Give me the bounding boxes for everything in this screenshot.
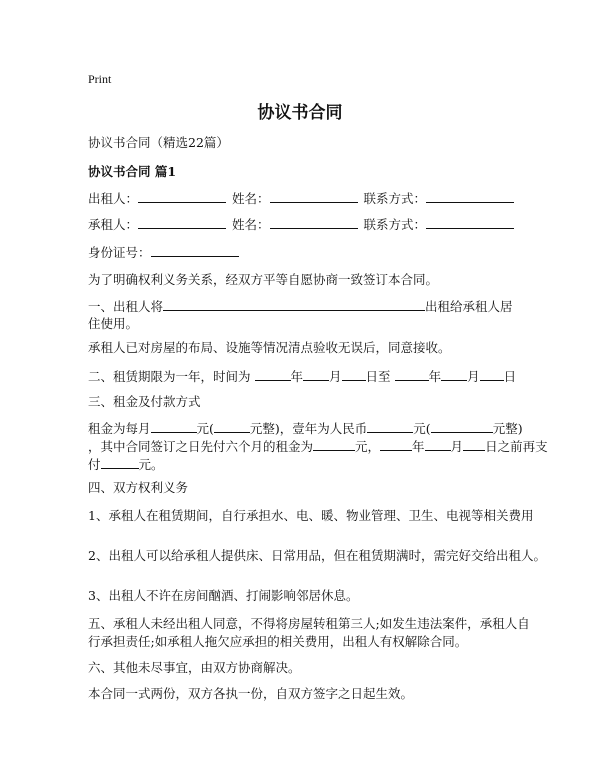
clause2-line [88,366,516,386]
rights-item-1: 1、承租人在租赁期间，自行承担水、电、暖、物业管理、卫生、电视等相关费用 [88,508,534,523]
rent-pay-yuan: 元。 [138,457,164,472]
lessee-contact-blank[interactable] [426,214,514,229]
print-label[interactable]: Print [88,72,112,86]
end-month-label: 月 [467,369,480,384]
clause6-paragraph: 六、其他未尽事宜，由双方协商解决。 [88,660,301,675]
end-year-blank[interactable] [395,366,429,381]
monthly-rent-blank[interactable] [151,418,197,433]
next-pay-month-blank[interactable] [425,436,451,451]
rent-advance-label: ，其中合同签订之日先付六个月的租金为 [88,439,314,454]
next-pay-month-label: 月 [450,439,464,454]
clause5-line2: 行承担责任;如承租人拖欠应承担的相关费用，出租人有权解除合同。 [88,634,468,649]
monthly-rent-words-blank[interactable] [214,418,250,433]
document-subtitle: 协议书合同（精选22篇） [88,135,229,150]
clause3-heading: 三、租金及付款方式 [88,394,201,409]
start-month-label: 月 [329,369,342,384]
rent-yuan-open-2: 元( [413,421,431,436]
lessor-blank[interactable] [138,188,226,203]
lessee-name-label: 姓名： [232,217,270,232]
document-title: 协议书合同 [257,103,343,123]
lessor-label: 出租人： [88,191,139,206]
lessee-row [88,214,514,234]
lessee-contact-label: 联系方式： [363,217,427,232]
rights-item-2: 2、出租人可以给承租人提供床、日常用品，但在租赁期满时，需完好交给出租人。 [88,548,546,563]
section-heading: 协议书合同 篇1 [88,164,177,179]
lessor-contact-label: 联系方式： [363,191,427,206]
rent-yuan-open: 元( [196,421,214,436]
start-day-blank[interactable] [342,366,366,381]
rent-yuan-close: 元整) [492,421,523,436]
next-pay-day-label: 日之前再支 [485,439,548,454]
advance-rent-blank[interactable] [313,436,355,451]
start-month-blank[interactable] [303,366,329,381]
lessee-label: 承租人： [88,217,139,232]
intro-paragraph: 为了明确权利义务关系，经双方平等自愿协商一致签订本合同。 [88,272,439,287]
id-row [88,242,239,262]
remaining-rent-blank[interactable] [101,454,139,469]
rent-yearly-label: 元整)，壹年为人民币 [249,421,368,436]
clause1-suffix: 出租给承租人居 [425,299,513,314]
end-month-blank[interactable] [441,366,467,381]
rent-advance-yuan: 元， [355,439,381,454]
rent-line3 [88,454,164,474]
id-blank[interactable] [151,242,239,257]
clause5-line1: 五、承租人未经出租人同意，不得将房屋转租第三人;如发生违法案件，承租人自 [88,616,530,631]
lessor-name-label: 姓名： [232,191,270,206]
clause2-text: 二、租赁期限为一年，时间为 [88,369,251,384]
closing-paragraph: 本合同一式两份，双方各执一份，自双方签字之日起生效。 [88,686,414,701]
clause1-line1 [88,296,513,316]
lessee-name-blank[interactable] [270,214,358,229]
yearly-rent-words-blank[interactable] [431,418,493,433]
rent-pay-label: 付 [88,457,101,472]
lessor-name-blank[interactable] [270,188,358,203]
end-year-label: 年 [428,369,442,384]
clause1-prefix: 一、出租人将 [88,299,164,314]
yearly-rent-blank[interactable] [367,418,413,433]
next-pay-day-blank[interactable] [463,436,485,451]
start-year-blank[interactable] [255,366,291,381]
inspection-paragraph: 承租人已对房屋的布局、设施等情况清点验收无误后，同意接收。 [88,340,451,355]
property-blank[interactable] [163,296,425,311]
id-label: 身份证号： [88,245,151,260]
next-pay-year-label: 年 [412,439,425,454]
start-year-label: 年 [290,369,304,384]
rent-monthly-label: 租金为每月 [88,421,151,436]
rent-line1 [88,418,523,438]
clause4-heading: 四、双方权利义务 [88,480,189,495]
lessor-row [88,188,514,208]
next-pay-year-blank[interactable] [380,436,412,451]
lessor-contact-blank[interactable] [426,188,514,203]
rent-line2 [88,436,548,456]
end-day-label: 日 [503,369,517,384]
lessee-blank[interactable] [138,214,226,229]
end-day-blank[interactable] [480,366,504,381]
start-day-label: 日至 [365,369,391,384]
rights-item-3: 3、出租人不许在房间酗酒、打闹影响邻居休息。 [88,588,359,603]
clause1-line2: 住使用。 [88,316,139,331]
